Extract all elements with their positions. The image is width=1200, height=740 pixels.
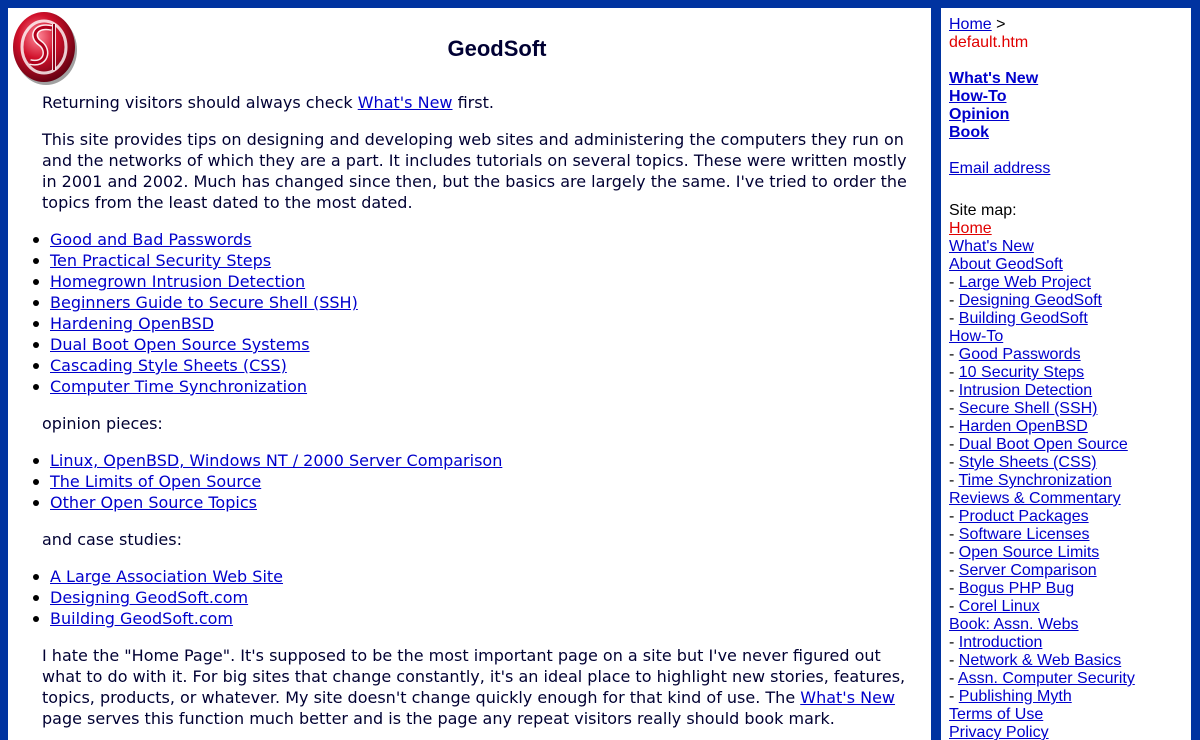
sitemap-label: Site map: [949, 202, 1017, 219]
sitemap-item: - Corel Linux [949, 598, 1040, 615]
topic-link[interactable]: Good and Bad Passwords [50, 230, 252, 249]
sitemap-link[interactable]: How-To [949, 328, 1004, 345]
sitemap-item: - Publishing Myth [949, 688, 1072, 705]
list-item [50, 608, 912, 629]
sitemap-item: - Secure Shell (SSH) [949, 400, 1098, 417]
list-item [50, 271, 912, 292]
sitemap-item: - Building GeodSoft [949, 310, 1088, 327]
sitemap-link[interactable]: What's New [949, 238, 1034, 255]
list-item [50, 492, 912, 513]
home-page-paragraph: I hate the "Home Page". It's supposed to be the most important page on a site but I've never figured out what to do with it. For big sites that change constantly, it's an ideal place to highlight new stories, features, topics, products, or whatever. My site doesn't change quickly enough for that kind of use. The What's New page serves this function much better and is the page any repeat visitors really should book mark. [42, 646, 906, 728]
nav-whats-new[interactable]: What's New [949, 70, 1039, 87]
list-item [50, 355, 912, 376]
sitemap-item: - Time Synchronization [949, 472, 1112, 489]
topic-link[interactable]: Hardening OpenBSD [50, 314, 215, 333]
sitemap-link[interactable]: Network & Web Basics [958, 652, 1122, 669]
case-link[interactable]: A Large Association Web Site [50, 567, 284, 586]
sitemap-link[interactable]: Publishing Myth [958, 688, 1072, 705]
sitemap-item: - Product Packages [949, 508, 1089, 525]
sitemap-item: - Designing GeodSoft [949, 292, 1102, 309]
sitemap-link[interactable]: Dual Boot Open Source [958, 436, 1128, 453]
sitemap-item [949, 616, 1191, 634]
list-item [50, 587, 912, 608]
sitemap-link[interactable]: Designing GeodSoft [958, 292, 1102, 309]
sitemap-link[interactable]: Time Synchronization [958, 472, 1112, 489]
sitemap-link[interactable]: Privacy Policy [949, 724, 1049, 740]
sitemap-item: - 10 Security Steps [949, 364, 1085, 381]
topic-link[interactable]: Dual Boot Open Source Systems [50, 335, 310, 354]
list-item [50, 566, 912, 587]
opinion-link[interactable]: Other Open Source Topics [50, 493, 257, 512]
list-item [50, 229, 912, 250]
sitemap-item [949, 706, 1191, 724]
sitemap-item: - Network & Web Basics [949, 652, 1122, 669]
sitemap-item [949, 328, 1191, 346]
sitemap-item: - Open Source Limits [949, 544, 1100, 561]
sitemap-item [949, 724, 1191, 740]
list-item [50, 376, 912, 397]
sitemap-link[interactable]: Book: Assn. Webs [949, 616, 1079, 633]
page-title: GeodSoft [447, 36, 547, 61]
case-link[interactable]: Building GeodSoft.com [50, 609, 234, 628]
article-body [42, 92, 912, 740]
about-paragraph: This site provides tips on designing and developing web sites and administering the computers they run on and the networks of which they are a part. It includes tutorials on several topics. These were written mostly in 2001 and 2002. Much has changed since then, but the basics are largely the same. I've tried to order the topics from the least dated to the most dated. [42, 130, 907, 212]
sitemap-item [949, 256, 1191, 274]
whats-new-link[interactable]: What's New [357, 93, 453, 112]
sitemap-home-current: Home [949, 220, 992, 237]
sitemap-link[interactable]: Product Packages [958, 508, 1089, 525]
main-nav [949, 70, 1191, 142]
intro-paragraph: Returning visitors should always check What's New first. [42, 93, 494, 112]
sitemap-link[interactable]: Terms of Use [949, 706, 1044, 723]
nav-how-to[interactable]: How-To [949, 88, 1007, 105]
topic-link[interactable]: Homegrown Intrusion Detection [50, 272, 306, 291]
list-item [50, 250, 912, 271]
topics-list [42, 229, 912, 397]
sitemap-link[interactable]: Server Comparison [958, 562, 1097, 579]
topic-link[interactable]: Computer Time Synchronization [50, 377, 308, 396]
breadcrumb-current: default.htm [949, 34, 1029, 51]
opinion-link[interactable]: Linux, OpenBSD, Windows NT / 2000 Server Comparison [50, 451, 503, 470]
sitemap-link[interactable]: 10 Security Steps [958, 364, 1085, 381]
nav-opinion[interactable]: Opinion [949, 106, 1010, 123]
whats-new-link-inline[interactable]: What's New [800, 688, 896, 707]
sitemap-link[interactable]: Introduction [958, 634, 1043, 651]
cases-label: and case studies: [42, 530, 182, 549]
nav-book[interactable]: Book [949, 124, 989, 141]
case-link[interactable]: Designing GeodSoft.com [50, 588, 249, 607]
list-item [50, 334, 912, 355]
sitemap-link[interactable]: About GeodSoft [949, 256, 1063, 273]
sitemap-link[interactable]: Harden OpenBSD [958, 418, 1088, 435]
sitemap-link[interactable]: Secure Shell (SSH) [958, 400, 1098, 417]
sitemap-link[interactable]: Reviews & Commentary [949, 490, 1121, 507]
sitemap-item: - Large Web Project [949, 274, 1091, 291]
email-link[interactable]: Email address [949, 160, 1051, 177]
sitemap-item: - Assn. Computer Security [949, 670, 1135, 687]
list-item [50, 471, 912, 492]
opinions-list [42, 450, 912, 513]
sitemap-link[interactable]: Corel Linux [958, 598, 1040, 615]
sitemap-link[interactable]: Software Licenses [958, 526, 1090, 543]
sitemap-item: - Server Comparison [949, 562, 1097, 579]
main-content-panel [8, 8, 931, 740]
sitemap-link[interactable]: Open Source Limits [958, 544, 1100, 561]
sitemap-item: - Style Sheets (CSS) [949, 454, 1097, 471]
sitemap-link[interactable]: Style Sheets (CSS) [958, 454, 1097, 471]
sitemap-link[interactable]: Assn. Computer Security [957, 670, 1135, 687]
topic-link[interactable]: Ten Practical Security Steps [50, 251, 272, 270]
sitemap-item: - Bogus PHP Bug [949, 580, 1075, 597]
opinion-link[interactable]: The Limits of Open Source [50, 472, 262, 491]
sitemap-list [949, 220, 1191, 740]
sitemap-link[interactable]: Large Web Project [958, 274, 1091, 291]
sitemap-link[interactable]: Bogus PHP Bug [958, 580, 1075, 597]
opinion-label: opinion pieces: [42, 414, 163, 433]
sidebar [941, 8, 1191, 740]
breadcrumb-home-link[interactable]: Home [949, 16, 992, 33]
sitemap-item: - Dual Boot Open Source [949, 436, 1128, 453]
list-item [50, 292, 912, 313]
sitemap-link[interactable]: Good Passwords [958, 346, 1081, 363]
sitemap-item: - Intrusion Detection [949, 382, 1093, 399]
sitemap-item [949, 238, 1191, 256]
topic-link[interactable]: Beginners Guide to Secure Shell (SSH) [50, 293, 358, 312]
list-item [50, 313, 912, 334]
sitemap-item: - Software Licenses [949, 526, 1090, 543]
cases-list [42, 566, 912, 629]
sitemap-item [949, 490, 1191, 508]
breadcrumb: Home > default.htm [949, 16, 1029, 51]
sitemap-link[interactable]: Intrusion Detection [958, 382, 1093, 399]
sitemap-link[interactable]: Building GeodSoft [958, 310, 1088, 327]
topic-link[interactable]: Cascading Style Sheets (CSS) [50, 356, 287, 375]
sitemap-item: - Good Passwords [949, 346, 1081, 363]
list-item [50, 450, 912, 471]
sitemap-item: - Harden OpenBSD [949, 418, 1088, 435]
sitemap-item: - Introduction [949, 634, 1043, 651]
